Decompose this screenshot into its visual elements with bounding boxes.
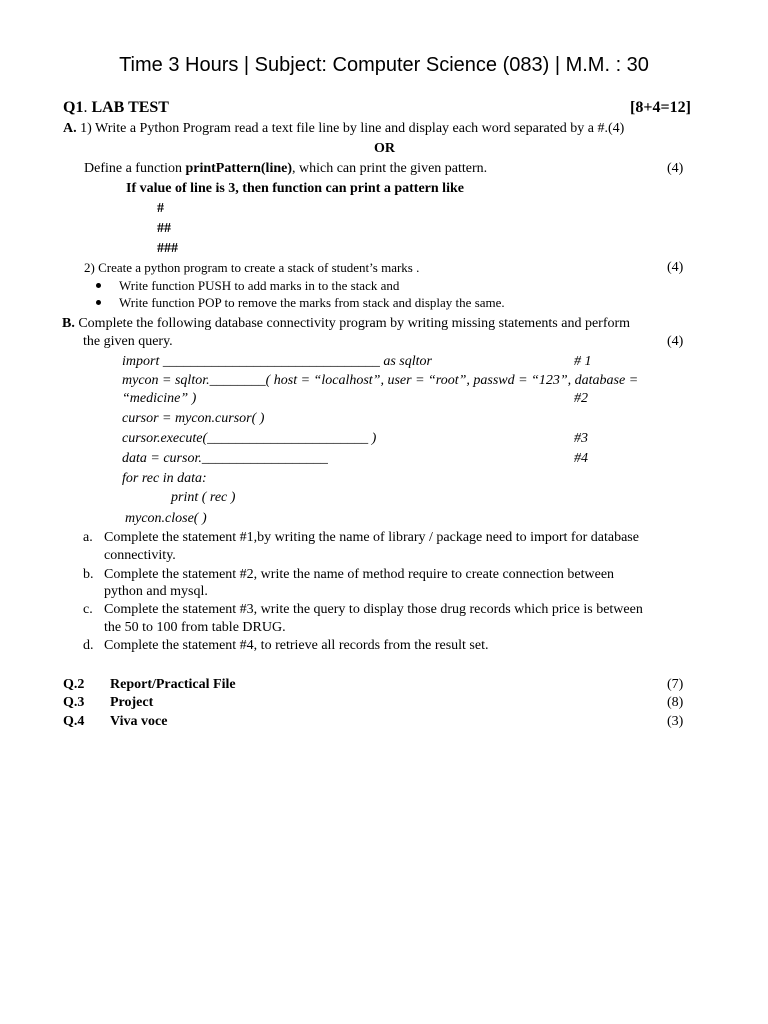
pattern-line-1: # — [157, 201, 164, 216]
q2-number: Q.2 — [63, 677, 85, 692]
sub-b-text-2: python and mysql. — [104, 584, 208, 599]
part-a2-marks: (4) — [667, 260, 684, 275]
sub-a-text-1: Complete the statement #1,by writing the name of library / package need to import for database — [104, 530, 639, 545]
q3-marks: (8) — [667, 695, 684, 710]
paper-header: Time 3 Hours | Subject: Computer Science (083) | M.M. : 30 — [119, 54, 649, 76]
q1-title: LAB TEST — [91, 99, 169, 116]
sub-c-text-1: Complete the statement #3, write the query to display those drug records which price is between — [104, 602, 643, 617]
q1-marks: [8+4=12] — [630, 99, 691, 116]
part-a1-text: 1) Write a Python Program read a text file line by line and display each word separated by a #.(4) — [80, 121, 625, 136]
sub-a-label: a. — [83, 530, 93, 545]
code-comment-2: #2 — [574, 391, 588, 406]
q1-heading — [63, 98, 169, 118]
bullet-icon — [96, 283, 101, 288]
part-b-text-1: Complete the following database connectivity program by writing missing statements and perform — [78, 316, 631, 331]
code-comment-1: # 1 — [574, 354, 592, 369]
bullet-pop: Write function POP to remove the marks from stack and display the same. — [119, 295, 505, 310]
q2-title: Report/Practical File — [110, 677, 236, 692]
sub-c-label: c. — [83, 602, 93, 617]
code-line-import: import _______________________________ as sqltor — [122, 354, 432, 369]
part-b-label: B. — [62, 316, 75, 331]
code-line-connect-cont: “medicine” ) — [122, 391, 197, 406]
sub-d-text-1: Complete the statement #4, to retrieve all records from the result set. — [104, 638, 489, 653]
part-b-text-2: the given query. — [83, 334, 173, 349]
pattern-line-3: ### — [157, 241, 178, 256]
alt-marks: (4) — [667, 161, 684, 176]
q4-title: Viva voce — [110, 714, 168, 729]
part-a-label: A. — [63, 121, 77, 136]
or-divider: OR — [374, 141, 395, 156]
code-line-for: for rec in data: — [122, 471, 207, 486]
code-line-close: mycon.close( ) — [125, 511, 207, 526]
code-line-fetch: data = cursor.__________________ — [122, 451, 328, 466]
q4-number: Q.4 — [63, 714, 85, 729]
pattern-intro: If value of line is 3, then function can print a pattern like — [126, 181, 464, 196]
q1-dot: . — [83, 99, 88, 116]
q1-number: Q1 — [63, 99, 84, 116]
code-line-execute: cursor.execute(_______________________ ) — [122, 431, 377, 446]
q4-marks: (3) — [667, 714, 684, 729]
bullet-icon — [96, 300, 101, 305]
q3-title: Project — [110, 695, 154, 710]
alt-func: printPattern(line) — [185, 161, 292, 176]
sub-b-label: b. — [83, 567, 94, 582]
alt-post: , which can print the given pattern. — [292, 161, 488, 176]
sub-d-label: d. — [83, 638, 94, 653]
code-line-cursor: cursor = mycon.cursor( ) — [122, 411, 265, 426]
part-b-line-1 — [62, 315, 630, 333]
sub-a-text-2: connectivity. — [104, 548, 176, 563]
q2-marks: (7) — [667, 677, 684, 692]
part-b-marks: (4) — [667, 334, 684, 349]
sub-c-text-2: the 50 to 100 from table DRUG. — [104, 620, 286, 635]
code-comment-4: #4 — [574, 451, 588, 466]
pattern-line-2: ## — [157, 221, 171, 236]
bullet-push: Write function PUSH to add marks in to the stack and — [119, 278, 400, 293]
code-line-connect: mycon = sqltor.________( host = “localhost”, user = “root”, passwd = “123”, database = — [122, 373, 639, 388]
part-a-line — [63, 120, 624, 138]
code-comment-3: #3 — [574, 431, 588, 446]
sub-b-text-1: Complete the statement #2, write the name of method require to create connection between — [104, 567, 615, 582]
code-line-print: print ( rec ) — [171, 490, 236, 505]
q3-number: Q.3 — [63, 695, 85, 710]
alt-question — [84, 160, 487, 178]
alt-pre: Define a function — [84, 161, 186, 176]
part-a2-text: 2) Create a python program to create a stack of student’s marks . — [84, 260, 420, 275]
